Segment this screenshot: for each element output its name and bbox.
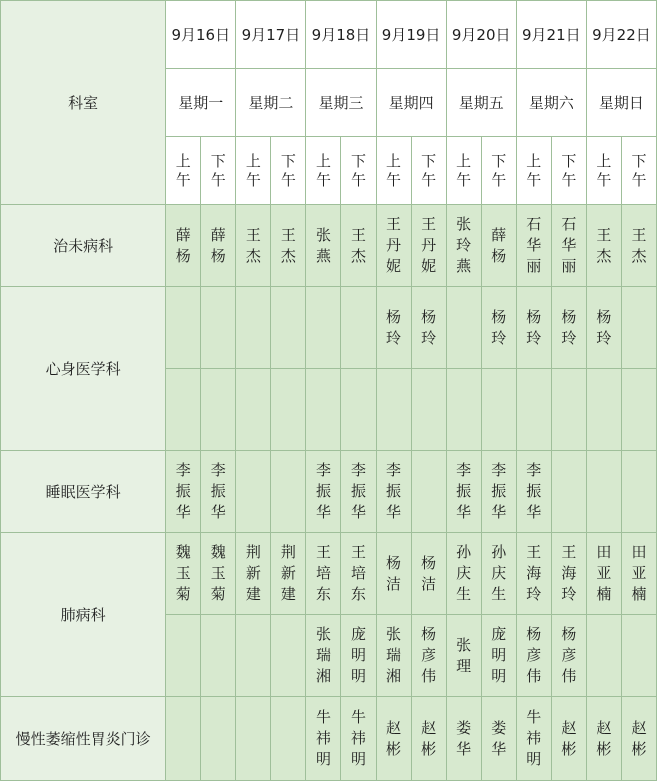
schedule-cell: [201, 451, 236, 533]
session-label: 上午: [526, 151, 542, 189]
schedule-cell: [306, 533, 341, 615]
am-cell: [376, 137, 411, 205]
date-cell: 9月19日: [376, 1, 446, 69]
schedule-cell: [236, 205, 271, 287]
doctor-name: 娄华: [491, 718, 507, 758]
doctor-name: 杨彦伟: [561, 625, 577, 685]
pm-cell: [481, 137, 516, 205]
schedule-cell: [516, 369, 551, 451]
date-cell: 9月22日: [586, 1, 656, 69]
doctor-name: 张玲燕: [456, 215, 472, 275]
dept-name: 心身医学科: [1, 287, 166, 451]
schedule-cell: [481, 451, 516, 533]
schedule-cell: [271, 369, 306, 451]
schedule-cell: [376, 287, 411, 369]
schedule-cell: [446, 615, 481, 697]
schedule-cell: [446, 369, 481, 451]
doctor-name: 杨洁: [421, 553, 437, 593]
doctor-name: 赵彬: [631, 718, 647, 758]
schedule-cell: [411, 533, 446, 615]
session-label: 下午: [210, 151, 226, 189]
schedule-cell: [621, 205, 656, 287]
schedule-cell: [376, 615, 411, 697]
session-label: 上午: [245, 151, 261, 189]
session-label: 下午: [561, 151, 577, 189]
doctor-name: 李振华: [351, 461, 367, 521]
schedule-cell: [516, 697, 551, 781]
schedule-cell: [201, 615, 236, 697]
schedule-cell: [551, 533, 586, 615]
schedule-cell: [411, 615, 446, 697]
date-cell: 9月17日: [236, 1, 306, 69]
schedule-cell: [271, 697, 306, 781]
schedule-cell: [621, 369, 656, 451]
schedule-cell: [516, 287, 551, 369]
doctor-name: 赵彬: [561, 718, 577, 758]
schedule-cell: [481, 615, 516, 697]
schedule-cell: [306, 615, 341, 697]
session-label: 上午: [596, 151, 612, 189]
table-row: [1, 205, 657, 287]
schedule-cell: [376, 533, 411, 615]
schedule-cell: [166, 369, 201, 451]
session-label: 下午: [421, 151, 437, 189]
session-label: 上午: [175, 151, 191, 189]
session-label: 下午: [491, 151, 507, 189]
schedule-cell: [306, 205, 341, 287]
am-cell: [166, 137, 201, 205]
session-label: 上午: [315, 151, 331, 189]
dept-name: 睡眠医学科: [1, 451, 166, 533]
doctor-name: 牛祎明: [351, 708, 367, 768]
schedule-cell: [516, 205, 551, 287]
schedule-cell: [586, 533, 621, 615]
doctor-name: 娄华: [456, 718, 472, 758]
schedule-cell: [551, 287, 586, 369]
schedule-cell: [236, 615, 271, 697]
am-cell: [446, 137, 481, 205]
doctor-name: 田亚楠: [631, 543, 647, 603]
schedule-cell: [481, 533, 516, 615]
schedule-cell: [481, 205, 516, 287]
doctor-name: 杨玲: [421, 307, 437, 347]
schedule-cell: [201, 369, 236, 451]
pm-cell: [551, 137, 586, 205]
schedule-cell: [411, 369, 446, 451]
doctor-name: 王丹妮: [421, 215, 437, 275]
doctor-name: 李振华: [210, 461, 226, 521]
schedule-cell: [236, 533, 271, 615]
doctor-name: 石华丽: [526, 215, 542, 275]
session-label: 上午: [456, 151, 472, 189]
doctor-name: 张瑞湘: [386, 625, 402, 685]
doctor-name: 荆新建: [280, 543, 296, 603]
doctor-name: 李振华: [175, 461, 191, 521]
date-cell: 9月20日: [446, 1, 516, 69]
schedule-cell: [166, 451, 201, 533]
table-row: [1, 451, 657, 533]
doctor-name: 杨玲: [491, 307, 507, 347]
schedule-cell: [306, 451, 341, 533]
schedule-cell: [306, 369, 341, 451]
schedule-cell: [551, 615, 586, 697]
doctor-name: 孙庆生: [491, 543, 507, 603]
am-cell: [586, 137, 621, 205]
schedule-cell: [341, 451, 376, 533]
weekday-cell: 星期三: [306, 69, 376, 137]
schedule-cell: [586, 697, 621, 781]
schedule-cell: [446, 287, 481, 369]
doctor-name: 王培东: [315, 543, 331, 603]
doctor-name: 庞明明: [351, 625, 367, 685]
schedule-cell: [376, 451, 411, 533]
session-label: 上午: [386, 151, 402, 189]
schedule-cell: [271, 615, 306, 697]
weekday-cell: 星期日: [586, 69, 656, 137]
doctor-name: 赵彬: [421, 718, 437, 758]
schedule-cell: [586, 369, 621, 451]
schedule-cell: [516, 615, 551, 697]
schedule-cell: [621, 697, 656, 781]
schedule-cell: [376, 369, 411, 451]
schedule-cell: [411, 205, 446, 287]
schedule-cell: [166, 697, 201, 781]
schedule-cell: [446, 697, 481, 781]
doctor-name: 杨玲: [526, 307, 542, 347]
weekday-cell: 星期四: [376, 69, 446, 137]
weekday-cell: 星期六: [516, 69, 586, 137]
weekday-cell: 星期二: [236, 69, 306, 137]
schedule-cell: [201, 205, 236, 287]
doctor-name: 李振华: [456, 461, 472, 521]
schedule-cell: [551, 205, 586, 287]
schedule-cell: [166, 615, 201, 697]
doctor-name: 荆新建: [245, 543, 261, 603]
doctor-name: 杨玲: [386, 307, 402, 347]
schedule-cell: [271, 287, 306, 369]
dept-name: 慢性萎缩性胃炎门诊: [1, 697, 166, 781]
doctor-name: 赵彬: [596, 718, 612, 758]
doctor-name: 李振华: [491, 461, 507, 521]
doctor-name: 张燕: [315, 225, 331, 265]
date-cell: 9月16日: [166, 1, 236, 69]
doctor-name: 杨玲: [561, 307, 577, 347]
date-row: [1, 1, 657, 69]
doctor-name: 李振华: [315, 461, 331, 521]
schedule-cell: [376, 697, 411, 781]
schedule-cell: [586, 205, 621, 287]
doctor-name: 张理: [456, 635, 472, 675]
schedule-cell: [446, 205, 481, 287]
table-row: [1, 533, 657, 615]
doctor-name: 田亚楠: [596, 543, 612, 603]
schedule-cell: [271, 533, 306, 615]
date-cell: 9月18日: [306, 1, 376, 69]
session-label: 下午: [631, 151, 647, 189]
doctor-name: 王杰: [351, 225, 367, 265]
schedule-cell: [621, 287, 656, 369]
dept-header: 科室: [1, 1, 166, 205]
doctor-name: 薛杨: [491, 225, 507, 265]
schedule-cell: [551, 697, 586, 781]
doctor-name: 薛杨: [175, 225, 191, 265]
weekday-cell: 星期五: [446, 69, 516, 137]
schedule-cell: [446, 533, 481, 615]
schedule-cell: [586, 451, 621, 533]
schedule-cell: [236, 451, 271, 533]
doctor-name: 王杰: [280, 225, 296, 265]
schedule-cell: [201, 697, 236, 781]
doctor-name: 杨洁: [386, 553, 402, 593]
schedule-cell: [201, 533, 236, 615]
schedule-cell: [271, 205, 306, 287]
schedule-cell: [341, 533, 376, 615]
schedule-cell: [306, 287, 341, 369]
doctor-name: 牛祎明: [526, 708, 542, 768]
am-cell: [306, 137, 341, 205]
doctor-name: 王杰: [596, 225, 612, 265]
doctor-name: 王杰: [245, 225, 261, 265]
doctor-name: 王丹妮: [386, 215, 402, 275]
schedule-cell: [376, 205, 411, 287]
pm-cell: [201, 137, 236, 205]
pm-cell: [411, 137, 446, 205]
schedule-cell: [621, 451, 656, 533]
doctor-name: 杨玲: [596, 307, 612, 347]
schedule-cell: [621, 533, 656, 615]
doctor-name: 薛杨: [210, 225, 226, 265]
pm-cell: [271, 137, 306, 205]
schedule-cell: [586, 287, 621, 369]
doctor-name: 李振华: [526, 461, 542, 521]
table-row: [1, 287, 657, 369]
schedule-cell: [166, 287, 201, 369]
doctor-name: 张瑞湘: [315, 625, 331, 685]
schedule-cell: [341, 369, 376, 451]
doctor-name: 牛祎明: [315, 708, 331, 768]
schedule-cell: [166, 205, 201, 287]
schedule-cell: [201, 287, 236, 369]
schedule-cell: [586, 615, 621, 697]
doctor-name: 王海玲: [561, 543, 577, 603]
doctor-name: 石华丽: [561, 215, 577, 275]
weekday-cell: 星期一: [166, 69, 236, 137]
schedule-cell: [411, 287, 446, 369]
schedule-cell: [411, 451, 446, 533]
am-cell: [236, 137, 271, 205]
schedule-cell: [481, 287, 516, 369]
schedule-cell: [411, 697, 446, 781]
doctor-name: 李振华: [386, 461, 402, 521]
schedule-cell: [271, 451, 306, 533]
schedule-cell: [516, 451, 551, 533]
schedule-cell: [621, 615, 656, 697]
schedule-cell: [236, 287, 271, 369]
doctor-name: 魏玉菊: [210, 543, 226, 603]
pm-cell: [341, 137, 376, 205]
schedule-cell: [236, 369, 271, 451]
date-cell: 9月21日: [516, 1, 586, 69]
doctor-name: 王海玲: [526, 543, 542, 603]
schedule-cell: [306, 697, 341, 781]
dept-name: 治未病科: [1, 205, 166, 287]
schedule-cell: [446, 451, 481, 533]
doctor-name: 庞明明: [491, 625, 507, 685]
schedule-cell: [516, 533, 551, 615]
doctor-name: 王杰: [631, 225, 647, 265]
dept-name: 肺病科: [1, 533, 166, 697]
session-label: 下午: [280, 151, 296, 189]
schedule-cell: [341, 697, 376, 781]
schedule-cell: [481, 697, 516, 781]
schedule-cell: [551, 451, 586, 533]
schedule-cell: [551, 369, 586, 451]
schedule-cell: [481, 369, 516, 451]
session-label: 下午: [351, 151, 367, 189]
schedule-cell: [341, 615, 376, 697]
doctor-name: 杨彦伟: [421, 625, 437, 685]
schedule-cell: [341, 205, 376, 287]
doctor-name: 孙庆生: [456, 543, 472, 603]
doctor-name: 王培东: [351, 543, 367, 603]
schedule-cell: [341, 287, 376, 369]
table-row: [1, 697, 657, 781]
schedule-cell: [236, 697, 271, 781]
doctor-name: 杨彦伟: [526, 625, 542, 685]
am-cell: [516, 137, 551, 205]
doctor-name: 魏玉菊: [175, 543, 191, 603]
doctor-name: 赵彬: [386, 718, 402, 758]
schedule-cell: [166, 533, 201, 615]
pm-cell: [621, 137, 656, 205]
